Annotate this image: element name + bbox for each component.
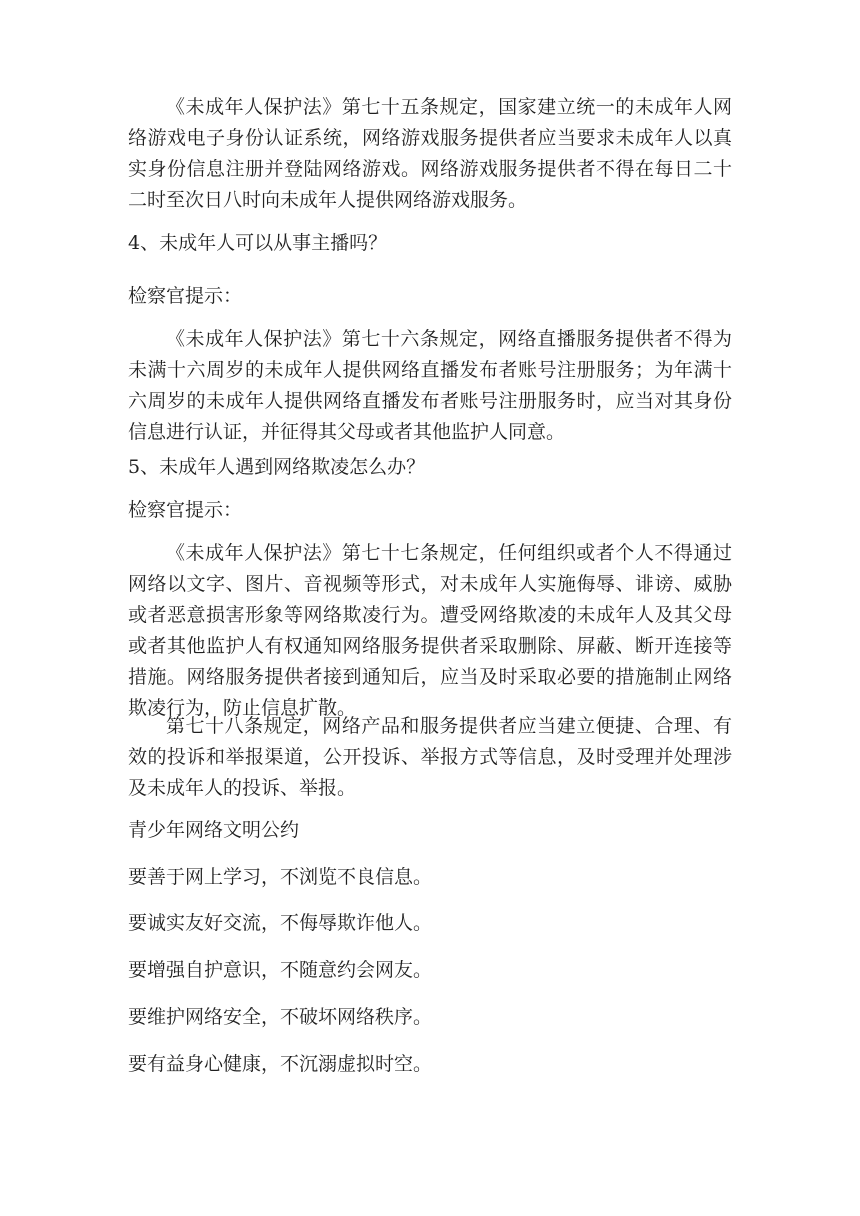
convention-item: 要维护网络安全，不破坏网络秩序。: [128, 1006, 433, 1028]
convention-title: 青少年网络文明公约: [128, 819, 300, 841]
prosecutor-hint-label: 检察官提示：: [128, 285, 243, 307]
paragraph-article-78: 第七十八条规定，网络产品和服务提供者应当建立便捷、合理、有效的投诉和举报渠道，公开投诉、举报方式等信息，及时受理并处理涉及未成年人的投诉、举报。: [128, 715, 732, 799]
paragraph-article-77: 《未成年人保护法》第七十七条规定，任何组织或者个人不得通过网络以文字、图片、音视频等形式，对未成年人实施侮辱、诽谤、威胁或者恶意损害形象等网络欺凌行为。遭受网络欺凌的未成年人及其父母或者其他监护人有权通知网络服务提供者采取删除、屏蔽、断开连接等措施。网络服务提供者接到通知后，应当及时采取必要的措施制止网络欺凌行为，防止信息扩散。: [128, 542, 732, 719]
convention-item: 要诚实友好交流，不侮辱欺诈他人。: [128, 912, 433, 934]
paragraph-article-76: 《未成年人保护法》第七十六条规定，网络直播服务提供者不得为未满十六周岁的未成年人提供网络直播发布者账号注册服务；为年满十六周岁的未成年人提供网络直播发布者账号注册服务时，应当对其身份信息进行认证，并征得其父母或者其他监护人同意。: [128, 328, 732, 443]
convention-item: 要善于网上学习，不浏览不良信息。: [128, 866, 433, 888]
question-5: 5、未成年人遇到网络欺凌怎么办？: [128, 456, 426, 478]
question-4: 4、未成年人可以从事主播吗？: [128, 232, 388, 254]
convention-item: 要有益身心健康，不沉溺虚拟时空。: [128, 1053, 433, 1075]
paragraph-article-75: 《未成年人保护法》第七十五条规定，国家建立统一的未成年人网络游戏电子身份认证系统，网络游戏服务提供者应当要求未成年人以真实身份信息注册并登陆网络游戏。网络游戏服务提供者不得在每日二十二时至次日八时向未成年人提供网络游戏服务。: [128, 96, 732, 211]
convention-item: 要增强自护意识，不随意约会网友。: [128, 959, 433, 981]
prosecutor-hint-label: 检察官提示：: [128, 499, 243, 521]
